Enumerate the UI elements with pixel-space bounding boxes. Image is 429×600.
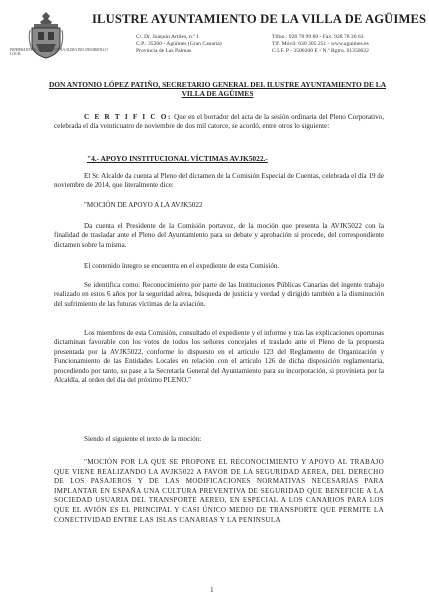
motion-title: "4.- APOYO INSTITUCIONAL VÍCTIMAS AVJK5022.-: [87, 154, 268, 163]
paragraph-commission: Los miembros de esta Comisión, consultado el expediente y el informe y tras las explicaciones oportunas dictaminan favorable con los votos de todos los señores concejales el traslado ante el Pleno de la propuesta presentada por la AVJK5022, conforme lo dispuesto en el artículo 123 del Reglamento de Organización y Funcionamiento de las Entidades Locales en relación con el artículo 126 de dicha disposición reglamentaria, procediendo por tanto, su pase a la Secretaría General del Ayuntamiento para su incorporación, si proviniera por la Alcaldía, al orden del día del próximo PLENO.": [54, 329, 384, 385]
paragraph-motion-heading: "MOCIÓN DE APOYO A LA AVJK5022: [84, 201, 203, 209]
paragraph-intro: El Sr. Alcalde da cuenta al Pleno del dictamen de la Comisión Especial de Cuentas, celebrada el día 19 de noviembre de 2014, que literalmente dice:: [54, 172, 385, 190]
certifico-paragraph: [54, 113, 384, 132]
contact-line: C.I.F. P - 3500200 E - N.º Rgtro. 01350022: [272, 48, 369, 55]
postal-address: [136, 34, 222, 56]
motion-text: "MOCIÓN POR LA QUE SE PROPONE EL RECONOCIMIENTO Y APOYO AL TRABAJO QUE VIENE REALIZANDO LA AVJK5022 A FAVOR DE LA SEGURIDAD AEREA, DEL DERECHO DE LOS PASAJEROS Y DE LAS MODIFICACIONES NORMATIVAS NECESARIAS PARA IMPLANTAR EN ESPAÑA UNA CULTURA PREVENTIVA DE SEGURIDAD QUE BENEFICIE A LA SOCIEDAD USUARIA DEL TRANSPORTE AEREO, EN ESPECIAL A LOS CANARIOS PARA LOS QUE EL AVIÓN ES EL PRINCIPAL Y CASI ÚNICO MEDIO DE TRANSPORTE QUE PERMITE LA CONECTIVIDAD ENTRE LAS ISLAS CANARIAS Y LA PENINSULA: [54, 458, 384, 524]
paragraph-presentation: Da cuenta el Presidente de la Comisión portavoz, de la moción que presenta la AVJK5022 con la finalidad de trasladar ante el Pleno del Ayuntamiento para su debate y aprobación si procede, del correspondiente dictamen sobre la misma.: [54, 222, 384, 249]
page-number: 1: [210, 586, 214, 594]
official-heading: DON ANTONIO LÓPEZ PATIÑO, SECRETARIO GENERAL DEL ILUSTRE AYUNTAMIENTO DE LA VILLA DE AGÜIMES: [48, 80, 387, 99]
organization-title: ILUSTRE AYUNTAMIENTO DE LA VILLA DE AGÜIMES: [92, 12, 427, 26]
contact-line: Tlf. Móvil: 630 305 251 - www.aguimes.es: [272, 41, 369, 48]
certifico-text: Que en el borrador del acta de la sesión ordinaria del Pleno Corporativo, celebrada el día veinticuatro de noviembre de dos mil catorce, se acordó, entre otros lo siguiente:: [54, 113, 384, 131]
crest-caption: PRIMERA EN LA CREACIÓN DE LA ALDEA DEL DESARROLLO LOCAL: [10, 48, 108, 57]
address-line: C.P.: 35260 - Agüimes (Gran Canaria): [136, 41, 222, 48]
contact-line: Tlfno.: 928 78 99 80 - Fax: 928 78 36 63: [272, 34, 364, 40]
address-line: C/. Dr. Joaquín Artiles, n.º 1: [136, 34, 200, 40]
paragraph-identification: Se identifica como: Reconocimiento por parte de las Instituciones Públicas Canarias del ingente trabajo realizado en estos 6 años por la seguridad aérea, búsqueda de justicia y verdad y dirigido también a la disminución del sufrimiento de las futuras víctimas de la aviación.: [54, 281, 384, 308]
contact-info: [272, 34, 369, 56]
certifico-label: C E R T I F I C O:: [84, 113, 172, 121]
paragraph-motion-text-intro: Siendo el siguiente el texto de la moción:: [84, 435, 202, 443]
address-line: Provincia de Las Palmas: [136, 48, 192, 55]
paragraph-content: El contenido íntegro se encuentra en el expediente de esta Comisión.: [84, 262, 280, 270]
